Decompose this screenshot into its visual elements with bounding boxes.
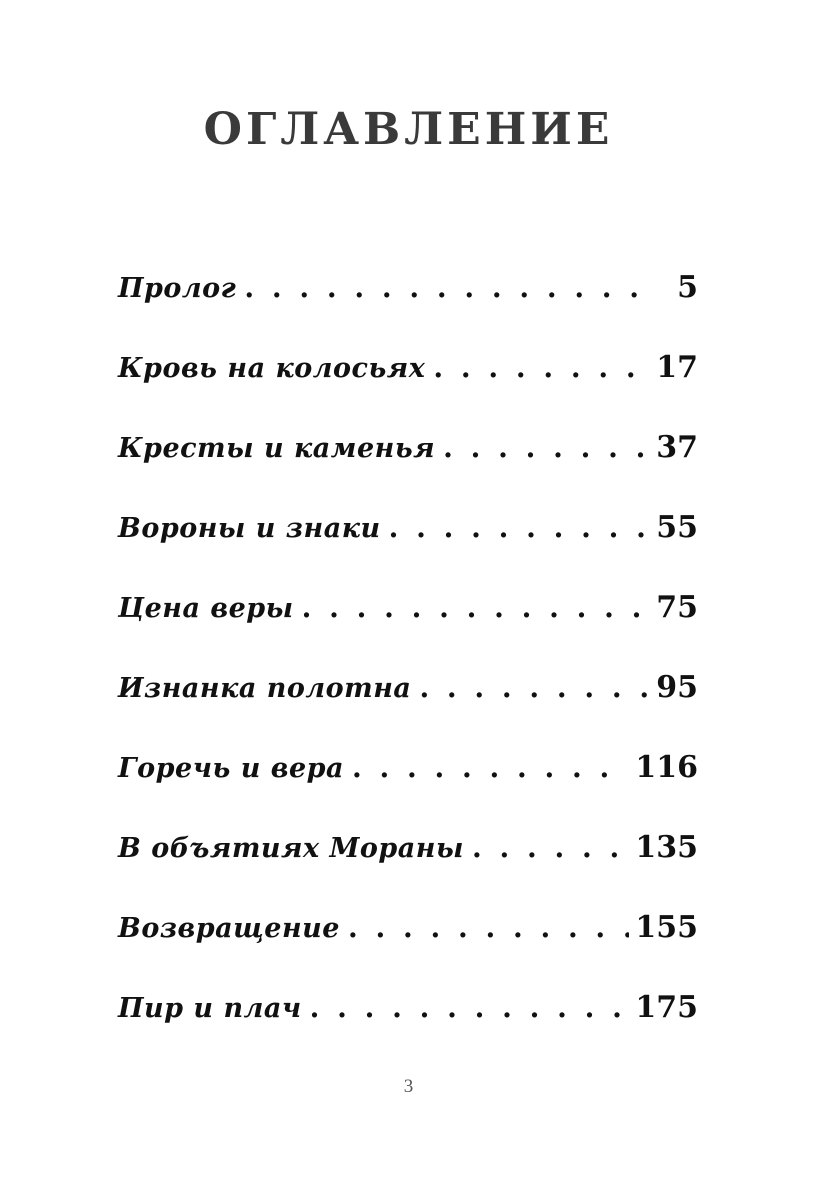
toc-entry-title: Кровь на колосьях: [118, 353, 426, 384]
table-of-contents: [118, 270, 698, 1070]
toc-entry-title: Пир и плач: [118, 993, 302, 1024]
toc-entry-title: Возвращение: [118, 913, 340, 944]
toc-entry-title: Пролог: [118, 273, 237, 304]
toc-entry-page: 37: [656, 430, 698, 465]
toc-entry-title: Кресты и каменья: [118, 433, 436, 464]
page-number: 3: [403, 1076, 414, 1097]
dot-leader: [464, 831, 629, 864]
toc-entry-page: 135: [635, 830, 698, 865]
toc-entry-page: 155: [635, 910, 698, 945]
toc-entry-page: 175: [635, 990, 698, 1025]
toc-entry-page: 17: [656, 350, 698, 385]
toc-entry: [118, 350, 698, 430]
toc-entry: [118, 510, 698, 590]
dot-leader: [381, 511, 651, 544]
toc-entry-page: 55: [656, 510, 698, 545]
toc-entry: [118, 430, 698, 510]
toc-entry: [118, 830, 698, 910]
page-title: ОГЛАВЛЕНИЕ: [203, 104, 614, 155]
dot-leader: [340, 911, 629, 944]
toc-entry: [118, 990, 698, 1070]
toc-entry: [118, 750, 698, 830]
toc-entry-page: 95: [656, 670, 698, 705]
dot-leader: [435, 431, 650, 464]
toc-entry-page: 5: [677, 270, 698, 305]
toc-entry: [118, 910, 698, 990]
dot-leader: [294, 591, 651, 624]
dot-leader: [344, 751, 629, 784]
toc-entry-title: Вороны и знаки: [118, 513, 381, 544]
toc-entry-page: 75: [656, 590, 698, 625]
dot-leader: [236, 271, 652, 304]
toc-entry-title: В объятиях Мораны: [118, 833, 464, 864]
toc-entry-page: 116: [635, 750, 698, 785]
toc-entry-title: Цена веры: [118, 593, 294, 624]
toc-entry: [118, 590, 698, 670]
dot-leader: [411, 671, 650, 704]
toc-entry: [118, 670, 698, 750]
dot-leader: [302, 991, 630, 1024]
dot-leader: [425, 351, 650, 384]
toc-entry-title: Горечь и вера: [118, 753, 345, 784]
toc-entry: [118, 270, 698, 350]
toc-entry-title: Изнанка полотна: [118, 673, 412, 704]
